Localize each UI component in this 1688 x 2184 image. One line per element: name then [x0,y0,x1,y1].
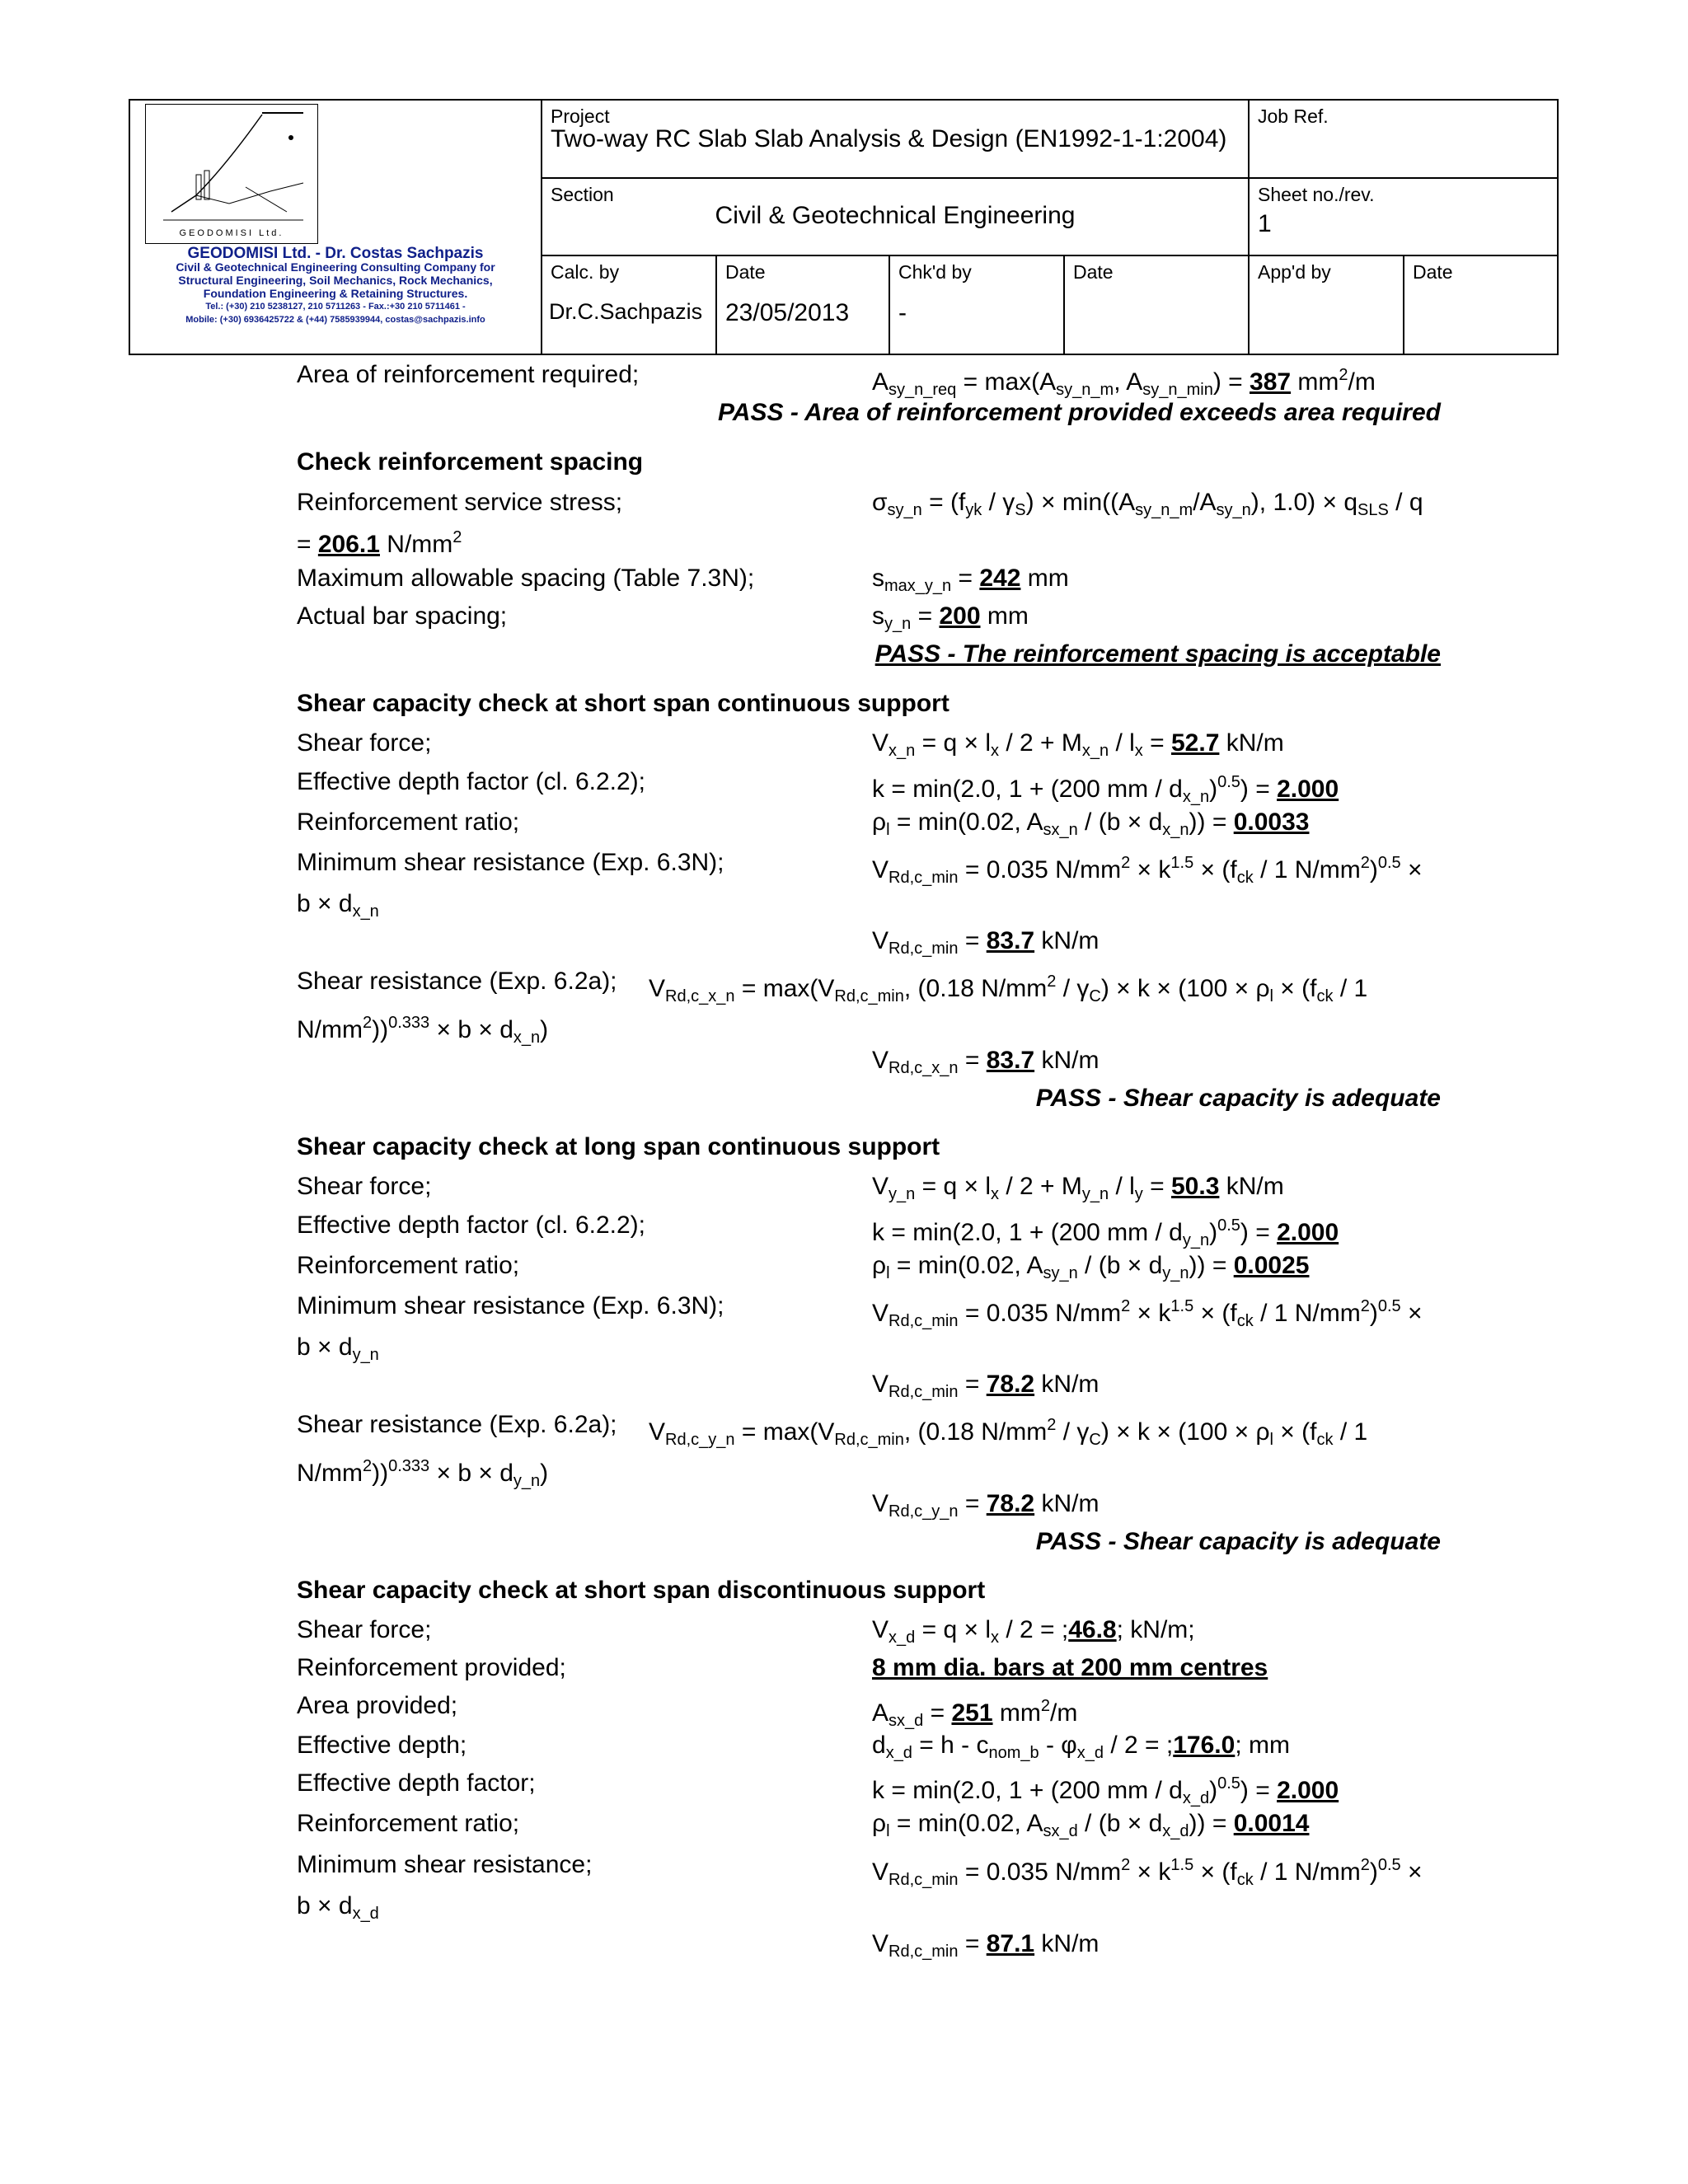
logo-mark-text: GEODOMISI Ltd. [179,228,284,238]
actual-spacing-formula: $s_{y\_n} = 200$ mm [872,602,1029,633]
min-shear-label: Minimum shear resistance (Exp. 6.3N); [297,849,724,876]
eff-depth-factor-formula: k = min(2.0, 1 + (200 mm / $d_{x\_d})^{0.5}) = 2.000$ [872,1774,1339,1807]
shear-res-label: Shear resistance (Exp. 6.2a); [297,968,617,995]
company-line-5: Mobile: (+30) 6936425722 & (+44) 7585939944, costas@sachpazis.info [185,315,485,325]
appd-label: App'd by [1258,261,1331,283]
area-required-label: Area of reinforcement required; [297,361,640,388]
eff-depth-factor-label: Effective depth factor; [297,1769,536,1797]
calcby-label: Calc. by [551,261,620,283]
pass-shear-message-1: PASS - Shear capacity is adequate [1035,1085,1441,1112]
area-provided-label: Area provided; [297,1692,458,1719]
reinf-ratio-formula: $\rho_l = \min(0.02$, $A_{sx\_n} / (b \times d_{x\_n})) = 0.0033$ [872,808,1310,839]
date3-label: Date [1413,261,1453,283]
min-shear-result: $V_{Rd,c\_min} = 83.7$ kN/m [872,927,1100,958]
section-cell [542,179,1248,255]
jobref-cell [1250,101,1559,177]
min-shear-formula: $V_{Rd,c\_min} = 0.035$ $N/mm^2 \times k^{1.5} \times (f_{ck} / 1$ $N/mm^2)^{0.5}$ × [872,1856,1423,1889]
eff-depth-factor-formula: k = min(2.0, 1 + (200 mm / $d_{x\_n})^{0.5}) = 2.000$ [872,773,1339,806]
shear-force-formula: $V_{x\_d} = q \times l_x / 2$ = ;46.8; kN/m; [872,1616,1195,1647]
reinf-provided-label: Reinforcement provided; [297,1654,566,1681]
project-cell [542,101,1248,177]
shear-force-label: Shear force; [297,729,432,757]
shear-force-label: Shear force; [297,1173,432,1200]
area-provided-formula: $A_{sx\_d} = 251$ $mm^2/m$ [872,1697,1078,1730]
pass-shear-message-2: PASS - Shear capacity is adequate [1035,1528,1441,1555]
shear-res-formula: $V_{Rd,c\_y\_n} = \max(V_{Rd,c\_min}$, (0.18 $N/mm^2 / \gamma_C) \times k \times (100 \times \rho_l \times (f_{ck} / 1$ [649,1416,1368,1449]
eff-depth-factor-formula: k = min(2.0, 1 + (200 mm / $d_{y\_n})^{0.5}) = 2.000$ [872,1216,1339,1249]
chkd-label: Chk'd by [898,261,972,283]
company-line-3: Foundation Engineering & Retaining Structures. [203,287,468,300]
service-stress-result: = 206.1 $N/mm^2$ [297,528,462,558]
min-shear-result: $V_{Rd,c\_min} = 78.2$ kN/m [872,1371,1100,1401]
min-shear-formula-cont: $b \times d_{y\_n}$ [297,1333,379,1364]
appd-cell [1250,256,1403,354]
company-logo-cell [130,101,542,354]
sheet-label: Sheet no./rev. [1258,184,1375,205]
max-spacing-formula: $s_{max\_y\_n} = 242$ mm [872,565,1069,595]
area-required-formula: $A_{sy\_n\_req} = \max(A_{sy\_n\_m}$, $A_{sy\_n\_min}) = 387$ $mm^2/m$ [872,366,1376,399]
reinf-ratio-label: Reinforcement ratio; [297,1252,520,1279]
pass-area-message: PASS - Area of reinforcement provided exceeds area required [718,399,1441,426]
min-shear-label: Minimum shear resistance (Exp. 6.3N); [297,1292,724,1319]
pass-spacing-message: PASS - The reinforcement spacing is acceptable [874,640,1441,668]
heading-check-spacing: Check reinforcement spacing [297,448,644,476]
company-line-2: Structural Engineering, Soil Mechanics, Rock Mechanics, [178,274,493,287]
company-line-1: Civil & Geotechnical Engineering Consulting Company for [176,260,495,274]
reinf-ratio-formula: $\rho_l = \min(0.02$, $A_{sx\_d} / (b \times d_{x\_d})) = 0.0014$ [872,1810,1310,1840]
project-label: Project [551,105,610,127]
company-line-4: Tel.: (+30) 210 5238127, 210 5711263 - Fax.:+30 210 5711461 - [205,302,466,312]
heading-shear-long-continuous: Shear capacity check at long span continuous support [297,1133,940,1160]
date2-cell [1065,256,1248,354]
min-shear-label: Minimum shear resistance; [297,1851,593,1878]
company-name: GEODOMISI Ltd. - Dr. Costas Sachpazis [187,245,484,262]
shear-res-result: $V_{Rd,c\_x\_n} = 83.7$ kN/m [872,1047,1100,1077]
heading-shear-short-discontinuous: Shear capacity check at short span discontinuous support [297,1577,986,1604]
shear-res-formula: $V_{Rd,c\_x\_n} = \max(V_{Rd,c\_min}$, (0.18 $N/mm^2 / \gamma_C) \times k \times (100 \times \rho_l \times (f_{ck} / 1$ [649,972,1368,1005]
shear-res-label: Shear resistance (Exp. 6.2a); [297,1411,617,1438]
shear-force-label: Shear force; [297,1616,432,1643]
max-spacing-label: Maximum allowable spacing (Table 7.3N); [297,565,755,592]
sheet-value: 1 [1258,210,1272,237]
eff-depth-factor-label: Effective depth factor (cl. 6.2.2); [297,1212,645,1239]
service-stress-formula: $\sigma_{sy\_n} = (f_{yk} / \gamma_S) \times \min((A_{sy\_n\_m}/A_{sy\_n})$, $1.0) \times q_{SLS} / q$ [872,489,1423,519]
eff-depth-factor-label: Effective depth factor (cl. 6.2.2); [297,768,645,795]
jobref-label: Job Ref. [1258,105,1329,127]
company-logo [145,104,318,244]
date3-cell [1404,256,1559,354]
heading-shear-short-continuous: Shear capacity check at short span continuous support [297,690,950,717]
shear-force-formula: $V_{x\_n} = q \times l_x / 2 + M_{x\_n} / l_x = 52.7$ kN/m [872,729,1284,760]
reinf-ratio-label: Reinforcement ratio; [297,1810,520,1837]
calcby-value: Dr.C.Sachpazis [549,299,703,324]
min-shear-formula-cont: $b \times d_{x\_n}$ [297,890,379,921]
section-value: Civil & Geotechnical Engineering [715,202,1076,229]
shear-res-result: $V_{Rd,c\_y\_n} = 78.2$ kN/m [872,1490,1100,1521]
reinf-provided-value: 8 mm dia. bars at 200 mm centres [872,1654,1268,1681]
chkd-value: - [898,299,907,326]
chkd-cell [890,256,1063,354]
actual-spacing-label: Actual bar spacing; [297,602,508,630]
shear-res-formula-cont: $N/mm^2))^{0.333} \times b \times d_{y\_n}$) [297,1457,549,1490]
sheet-cell [1250,179,1559,255]
shear-res-formula-cont: $N/mm^2))^{0.333} \times b \times d_{x\_n}$) [297,1014,549,1047]
project-value: Two-way RC Slab Slab Analysis & Design (EN1992-1-1:2004) [551,125,1227,152]
min-shear-result: $V_{Rd,c\_min} = 87.1$ kN/m [872,1930,1100,1961]
shear-force-formula: $V_{y\_n} = q \times l_x / 2 + M_{y\_n} / l_y = 50.3$ kN/m [872,1173,1284,1203]
date1-label: Date [725,261,766,283]
date1-cell [717,256,889,354]
title-block [129,99,1559,355]
eff-depth-label: Effective depth; [297,1732,467,1759]
calcby-cell [542,256,715,354]
service-stress-label: Reinforcement service stress; [297,489,623,516]
min-shear-formula-cont: $b \times d_{x\_d}$ [297,1892,379,1923]
reinf-ratio-formula: $\rho_l = \min(0.02$, $A_{sy\_n} / (b \times d_{y\_n})) = 0.0025$ [872,1252,1310,1282]
min-shear-formula: $V_{Rd,c\_min} = 0.035$ $N/mm^2 \times k^{1.5} \times (f_{ck} / 1$ $N/mm^2)^{0.5}$ × [872,854,1423,887]
company-details [130,247,541,326]
date2-label: Date [1073,261,1114,283]
eff-depth-formula: $d_{x\_d} = h - c_{nom\_b} - \varphi_{x\_d} / 2$ = ;176.0; mm [872,1732,1290,1762]
slope-diagram-icon [147,105,316,228]
reinf-ratio-label: Reinforcement ratio; [297,808,520,836]
section-label: Section [551,184,614,205]
min-shear-formula: $V_{Rd,c\_min} = 0.035$ $N/mm^2 \times k^{1.5} \times (f_{ck} / 1$ $N/mm^2)^{0.5}$ × [872,1297,1423,1330]
date1-value: 23/05/2013 [725,299,850,326]
